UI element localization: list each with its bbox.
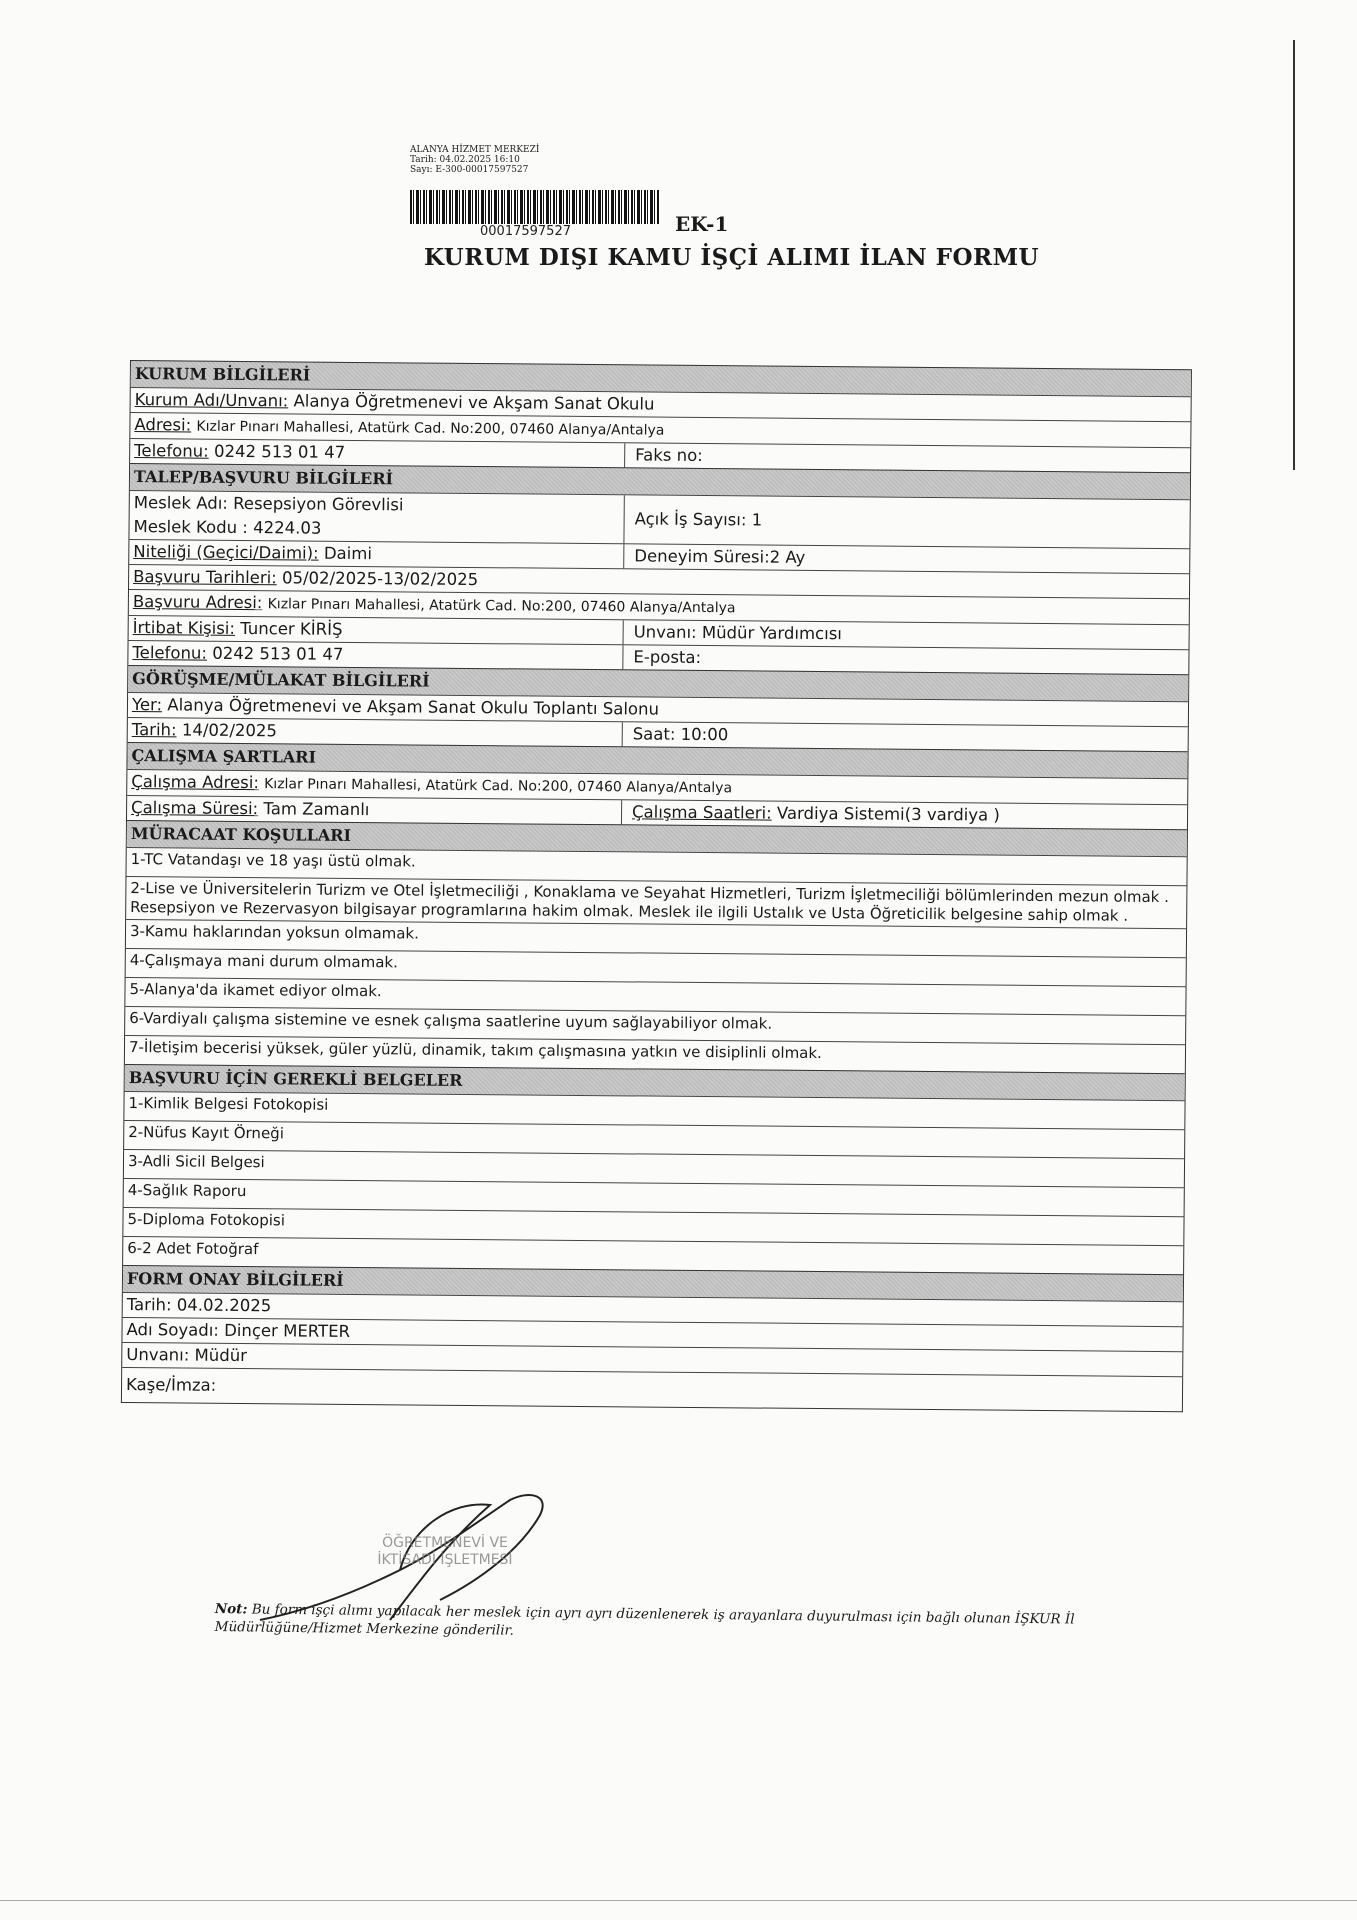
row-meslek (129, 490, 1189, 548)
label-calisma-saatleri: Çalışma Saatleri: (631, 802, 772, 823)
list-item: 4-Çalışmaya mani durum olmamak. (126, 948, 1186, 986)
value-kurum-adres: Kızlar Pınarı Mahallesi, Atatürk Cad. No:200, 07460 Alanya/Antalya (196, 418, 665, 439)
label-niteligi: Niteliği (Geçici/Daimi): (133, 542, 319, 563)
scan-bottom-line (0, 1900, 1357, 1901)
list-item: 5-Alanya'da ikamet ediyor olmak. (125, 977, 1185, 1015)
value-basvuru-tarihleri: 05/02/2025-13/02/2025 (281, 568, 479, 590)
value-eposta: E-posta: (633, 647, 702, 667)
label-kurum-telefon: Telefonu: (134, 441, 209, 461)
list-item: 7-İletişim becerisi yüksek, güler yüzlü, dinamik, takım çalışmasına yatkın ve disiplinli olmak. (125, 1035, 1185, 1073)
label-talep-telefon: Telefonu: (132, 643, 208, 663)
value-kurum-adi: Alanya Öğretmenevi ve Akşam Sanat Okulu (293, 391, 655, 414)
stamp-date: Tarih: 04.02.2025 16:10 (410, 155, 520, 165)
official-seal (330, 1535, 560, 1569)
value-calisma-saatleri: Vardiya Sistemi(3 vardiya ) (776, 803, 1000, 825)
value-calisma-suresi: Tam Zamanlı (263, 799, 370, 820)
annex-label: EK-1 (675, 212, 729, 236)
stamp-office: ALANYA HİZMET MERKEZİ (410, 145, 540, 155)
value-meslek-adi: Meslek Adı: Resepsiyon Görevlisi (133, 493, 404, 515)
stamp-number: Sayı: E-300-00017597527 (410, 165, 529, 175)
barcode-number: 00017597527 (480, 224, 571, 239)
barcode (410, 190, 660, 224)
value-talep-telefon: 0242 513 01 47 (212, 643, 344, 664)
value-meslek-kodu: Meslek Kodu : 4224.03 (133, 517, 322, 538)
note-text: Bu form işçi alımı yapılacak her meslek için ayrı ayrı düzenlenerek iş arayanlara duyurulması için bağlı olunan İŞKUR İl Müdürlüğüne/Hizmet Merkezine gönderilir. (214, 1601, 1075, 1639)
value-acik-is: Açık İş Sayısı: 1 (634, 509, 763, 530)
list-item: 3-Adli Sicil Belgesi (124, 1149, 1184, 1187)
section-header-gorusme: GÖRÜŞME/MÜLAKAT BİLGİLERİ (128, 665, 1188, 701)
section-header-belgeler: BAŞVURU İÇİN GEREKLİ BELGELER (125, 1064, 1185, 1100)
seal-line-1: ÖĞRETMENEVİ VE (382, 1535, 508, 1551)
list-item: 6-2 Adet Fotoğraf (123, 1236, 1183, 1274)
label-calisma-adresi: Çalışma Adresi: (131, 772, 260, 793)
value-deneyim: Deneyim Süresi:2 Ay (634, 546, 806, 567)
value-gorusme-tarih: 14/02/2025 (181, 720, 278, 741)
note-prefix: Not: (214, 1600, 248, 1618)
section-header-calisma: ÇALIŞMA ŞARTLARI (127, 742, 1187, 778)
label-faks: Faks no: (635, 445, 703, 466)
value-niteligi: Daimi (323, 543, 373, 564)
footer-note (215, 1600, 1135, 1647)
value-kurum-telefon: 0242 513 01 47 (213, 441, 346, 462)
label-calisma-suresi: Çalışma Süresi: (131, 798, 259, 819)
label-irtibat: İrtibat Kişisi: (132, 618, 236, 638)
form-title: KURUM DIŞI KAMU İŞÇİ ALIMI İLAN FORMU (424, 244, 1040, 271)
registry-stamp (410, 145, 539, 175)
scan-edge-line (1293, 40, 1295, 470)
list-item: 1-TC Vatandaşı ve 18 yaşı üstü olmak. (126, 847, 1186, 885)
value-onay-adi: Adı Soyadı: Dinçer MERTER (126, 1320, 351, 1341)
list-item: 1-Kimlik Belgesi Fotokopisi (124, 1091, 1184, 1129)
section-header-muracaat: MÜRACAAT KOŞULLARI (127, 820, 1187, 856)
value-basvuru-adresi: Kızlar Pınarı Mahallesi, Atatürk Cad. No:200, 07460 Alanya/Antalya (267, 596, 736, 617)
label-basvuru-tarihleri: Başvuru Tarihleri: (133, 567, 277, 588)
label-gorusme-yer: Yer: (131, 695, 163, 715)
label-kurum-adi: Kurum Adı/Unvanı: (134, 390, 289, 411)
value-onay-kase: Kaşe/İmza: (125, 1375, 217, 1395)
value-unvani: Unvanı: Müdür Yardımcısı (633, 622, 843, 644)
section-header-talep: TALEP/BAŞVURU BİLGİLERİ (130, 463, 1190, 499)
value-gorusme-saat: Saat: 10:00 (632, 724, 729, 745)
label-basvuru-adresi: Başvuru Adresi: (132, 592, 263, 613)
label-kurum-adres: Adresi: (134, 415, 192, 435)
section-header-kurum: KURUM BİLGİLERİ (131, 360, 1191, 396)
list-item: 4-Sağlık Raporu (124, 1178, 1184, 1216)
list-item: 2-Lise ve Üniversitelerin Turizm ve Otel İşletmeciliği , Konaklama ve Seyahat Hizmetleri, Turizm İşletmeciliği bölümlerinden mezun olmak . Resepsiyon ve Rezervasyon bilgisayar programlarına hakim olmak. Meslek ile ilgili Ustalık ve Usta Öğreticilik belgesine sahip olmak . (126, 876, 1186, 928)
value-irtibat: Tuncer KİRİŞ (240, 618, 343, 639)
list-item: 3-Kamu haklarından yoksun olmamak. (126, 919, 1186, 957)
value-calisma-adresi: Kızlar Pınarı Mahallesi, Atatürk Cad. No:200, 07460 Alanya/Antalya (264, 776, 733, 797)
list-item: 6-Vardiyalı çalışma sistemine ve esnek çalışma saatlerine uyum sağlayabiliyor olmak. (125, 1006, 1185, 1044)
form-table (121, 360, 1192, 1412)
seal-line-2: İKTİSADİ İŞLETMESİ (377, 1552, 513, 1568)
list-item: 5-Diploma Fotokopisi (123, 1207, 1183, 1245)
value-gorusme-yer: Alanya Öğretmenevi ve Akşam Sanat Okulu Toplantı Salonu (167, 695, 660, 719)
section-header-onay: FORM ONAY BİLGİLERİ (123, 1265, 1183, 1301)
list-item: 2-Nüfus Kayıt Örneği (124, 1120, 1184, 1158)
label-gorusme-tarih: Tarih: (131, 720, 177, 740)
value-onay-unvan: Unvanı: Müdür (126, 1345, 248, 1366)
value-onay-tarih: Tarih: 04.02.2025 (126, 1295, 272, 1316)
